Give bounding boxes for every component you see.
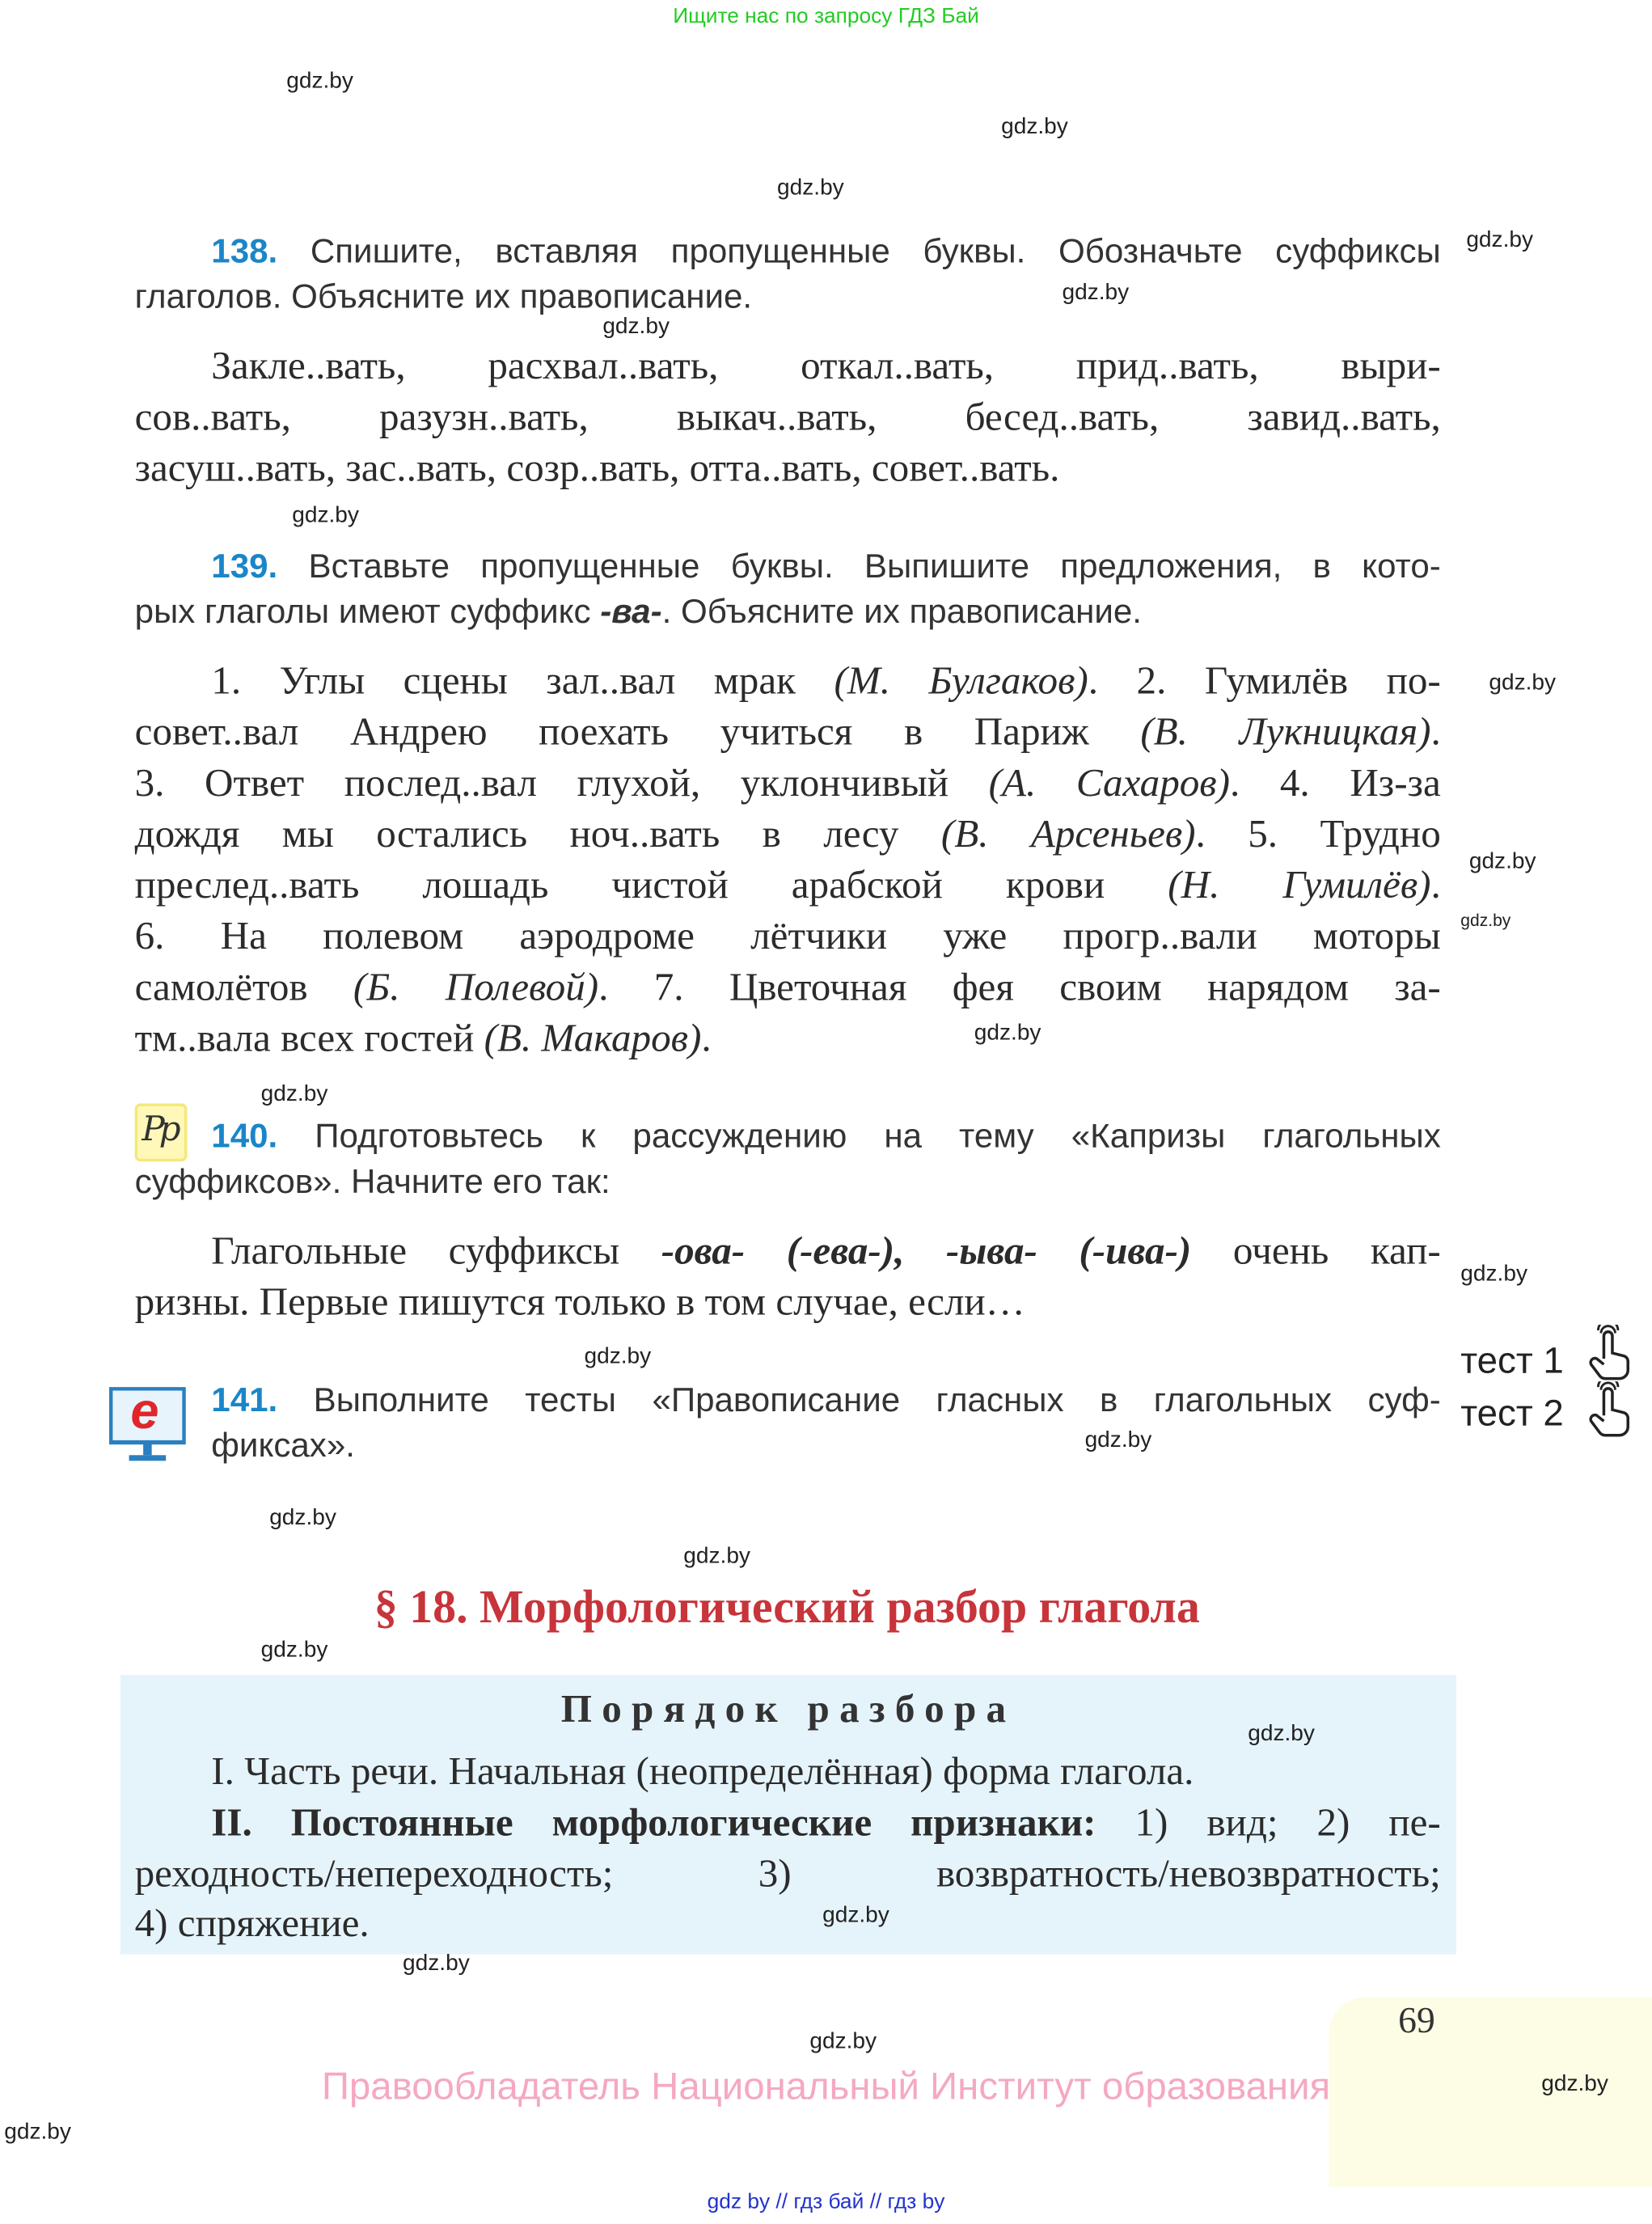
watermark: gdz.by <box>1084 1427 1152 1452</box>
ex141-instruction-line: фиксах». <box>211 1427 355 1465</box>
exercise-number: 139. <box>211 547 278 586</box>
watermark: gdz.by <box>403 1951 470 1976</box>
test-1-link[interactable] <box>1460 1338 1563 1382</box>
ex139-sentence-line <box>135 810 1441 860</box>
suffix-highlight: -ова- (-ева-), -ыва- (-ива-) <box>661 1229 1192 1274</box>
instruction-text: Вставьте пропущенные буквы. Выпишите предложения, в кото- <box>308 547 1441 586</box>
sentence-text: 1. Углы сцены зал..вал мрак <box>211 659 834 704</box>
sentence-text: . 2. Гумилёв по- <box>1088 659 1441 704</box>
ex140-instruction-line <box>211 1112 1440 1163</box>
watermark: gdz.by <box>683 1544 750 1569</box>
ex141-instruction-line <box>211 1376 1440 1427</box>
ex140-instruction-line: суффиксов». Начните его так: <box>134 1163 611 1202</box>
test-link-label: тест 1 <box>1460 1338 1564 1382</box>
ex140-text-line <box>211 1227 1440 1278</box>
watermark: gdz.by <box>1248 1721 1315 1746</box>
ex139-sentence-line <box>211 657 1440 708</box>
watermark: gdz.by <box>1062 281 1130 306</box>
ex138-text-line: Закле..вать, расхвал..вать, откал..вать, прид..вать, выри- <box>211 345 1441 389</box>
ex139-instruction-line <box>135 587 1441 638</box>
rule-line: 4) спряжение. <box>134 1901 370 1947</box>
sentence-text: . 4. Из-за <box>1229 761 1441 806</box>
instruction-text: . Объясните их правописание. <box>661 593 1143 632</box>
watermark: gdz.by <box>286 69 353 94</box>
ex139-sentence-line <box>135 759 1441 810</box>
author-source: (Н. Гумилёв) <box>1168 864 1431 908</box>
test-link-label: тест 2 <box>1460 1391 1564 1434</box>
watermark: gdz.by <box>260 1082 328 1106</box>
author-source: (В. Макаров) <box>484 1017 702 1061</box>
rule-text: 1) вид; 2) пе- <box>1096 1801 1441 1846</box>
sentence-text: дождя мы остались ноч..вать в лесу <box>134 812 941 857</box>
author-source: (В. Арсеньев) <box>940 812 1196 857</box>
ex139-sentence-line: 6. На полевом аэродроме лётчики уже прогр..вали моторы <box>134 915 1441 959</box>
page-number: 69 <box>1398 1999 1435 2041</box>
ex139-sentence-line <box>135 1014 1441 1065</box>
pointing-hand-icon[interactable] <box>1586 1381 1634 1438</box>
watermark: gdz.by <box>269 1506 336 1531</box>
watermark: gdz.by <box>260 1638 328 1663</box>
author-source: (А. Сахаров) <box>988 761 1230 806</box>
ex139-sentence-line <box>135 860 1441 911</box>
ex139-sentence-line <box>135 963 1441 1014</box>
search-banner[interactable]: Ищите нас по запросу ГДЗ Бай <box>673 4 979 29</box>
pointing-hand-icon[interactable] <box>1586 1325 1634 1381</box>
sentence-text: совет..вал Андрею поехать учиться в Париж <box>134 710 1141 755</box>
sentence-text: . <box>1430 710 1441 755</box>
instruction-text: Выполните тесты «Правописание гласных в глагольных суф- <box>313 1381 1441 1420</box>
watermark: gdz.by <box>1001 115 1068 139</box>
watermark: gdz.by <box>292 503 359 528</box>
rule-bold-text: II. Постоянные морфологические признаки: <box>211 1801 1096 1846</box>
electronic-test-icon <box>109 1381 186 1464</box>
sentence-text: . <box>1430 864 1441 908</box>
rule-line: I. Часть речи. Начальная (неопределённая) форма глагола. <box>211 1750 1194 1795</box>
author-source: (М. Булгаков) <box>834 659 1088 704</box>
sentence-text: . 7. Цветочная фея своим нарядом за- <box>598 966 1441 1010</box>
ex138-text-line: сов..вать, разузн..вать, выкач..вать, бесед..вать, завид..вать, <box>134 395 1441 440</box>
sentence-text: преслед..вать лошадь чистой арабской крови <box>134 864 1168 908</box>
watermark: gdz.by <box>1541 2072 1608 2096</box>
rule-box-title: Порядок разбора <box>560 1687 1016 1732</box>
suffix-highlight: -ва- <box>600 593 662 632</box>
sample-text: Глагольные суффиксы <box>211 1229 661 1274</box>
sentence-text: . 5. Трудно <box>1195 812 1441 857</box>
test-2-link[interactable] <box>1460 1391 1563 1435</box>
watermark: gdz.by <box>777 175 844 201</box>
footer-links[interactable]: gdz by // гдз бай // гдз by <box>707 2189 945 2214</box>
watermark: gdz.by <box>974 1021 1041 1046</box>
ex138-instruction-line: глаголов. Объясните их правописание. <box>134 277 753 317</box>
watermark: gdz.by <box>809 2029 877 2054</box>
reasoning-icon <box>135 1103 188 1161</box>
ex140-text-line: ризны. Первые пишутся только в том случае, если… <box>134 1280 1025 1325</box>
ex138-instruction-line <box>211 227 1440 278</box>
author-source: (В. Лукницкая) <box>1140 710 1431 755</box>
watermark: gdz.by <box>1460 1262 1527 1287</box>
sample-text: очень кап- <box>1191 1229 1441 1274</box>
ex139-instruction-line <box>211 542 1440 593</box>
watermark: gdz.by <box>584 1344 652 1369</box>
ex138-text-line: засуш..вать, зас..вать, созр..вать, отта..вать, совет..вать. <box>134 446 1060 491</box>
ex139-sentence-line <box>135 708 1441 759</box>
rule-line: реходность/непереходность; 3) возвратность/невозвратность; <box>134 1852 1441 1896</box>
exercise-number: 138. <box>211 232 278 271</box>
sentence-text: самолётов <box>134 966 353 1010</box>
sentence-text: тм..вала всех гостей <box>134 1017 484 1061</box>
watermark: gdz.by <box>1466 228 1533 253</box>
sentence-text: 3. Ответ послед..вал глухой, уклончивый <box>134 761 989 806</box>
watermark: gdz.by <box>822 1903 889 1928</box>
watermark: gdz.by <box>1468 849 1536 874</box>
watermark: gdz.by <box>4 2120 71 2145</box>
instruction-text: Подготовьтесь к рассуждению на тему «Капризы глагольных <box>315 1117 1441 1156</box>
section-heading: § 18. Морфологический разбор глагола <box>374 1583 1200 1634</box>
watermark: gdz.by <box>1489 670 1557 696</box>
electronic-test-icon-label: e <box>130 1381 159 1440</box>
exercise-number: 140. <box>211 1117 278 1156</box>
instruction-text: Спишите, вставляя пропущенные буквы. Обозначьте суффиксы <box>310 232 1441 271</box>
exercise-number: 141. <box>211 1381 278 1420</box>
copyright-notice: Правообладатель Национальный Институт образования <box>321 2065 1331 2108</box>
sentence-text: . <box>701 1017 712 1061</box>
watermark: gdz.by <box>602 315 670 340</box>
rule-line <box>211 1799 1440 1850</box>
author-source: (Б. Полевой) <box>353 966 599 1010</box>
reasoning-icon-label: Pp <box>142 1109 175 1149</box>
watermark: gdz.by <box>1460 910 1511 931</box>
instruction-text: рых глаголы имеют суффикс <box>134 593 601 632</box>
